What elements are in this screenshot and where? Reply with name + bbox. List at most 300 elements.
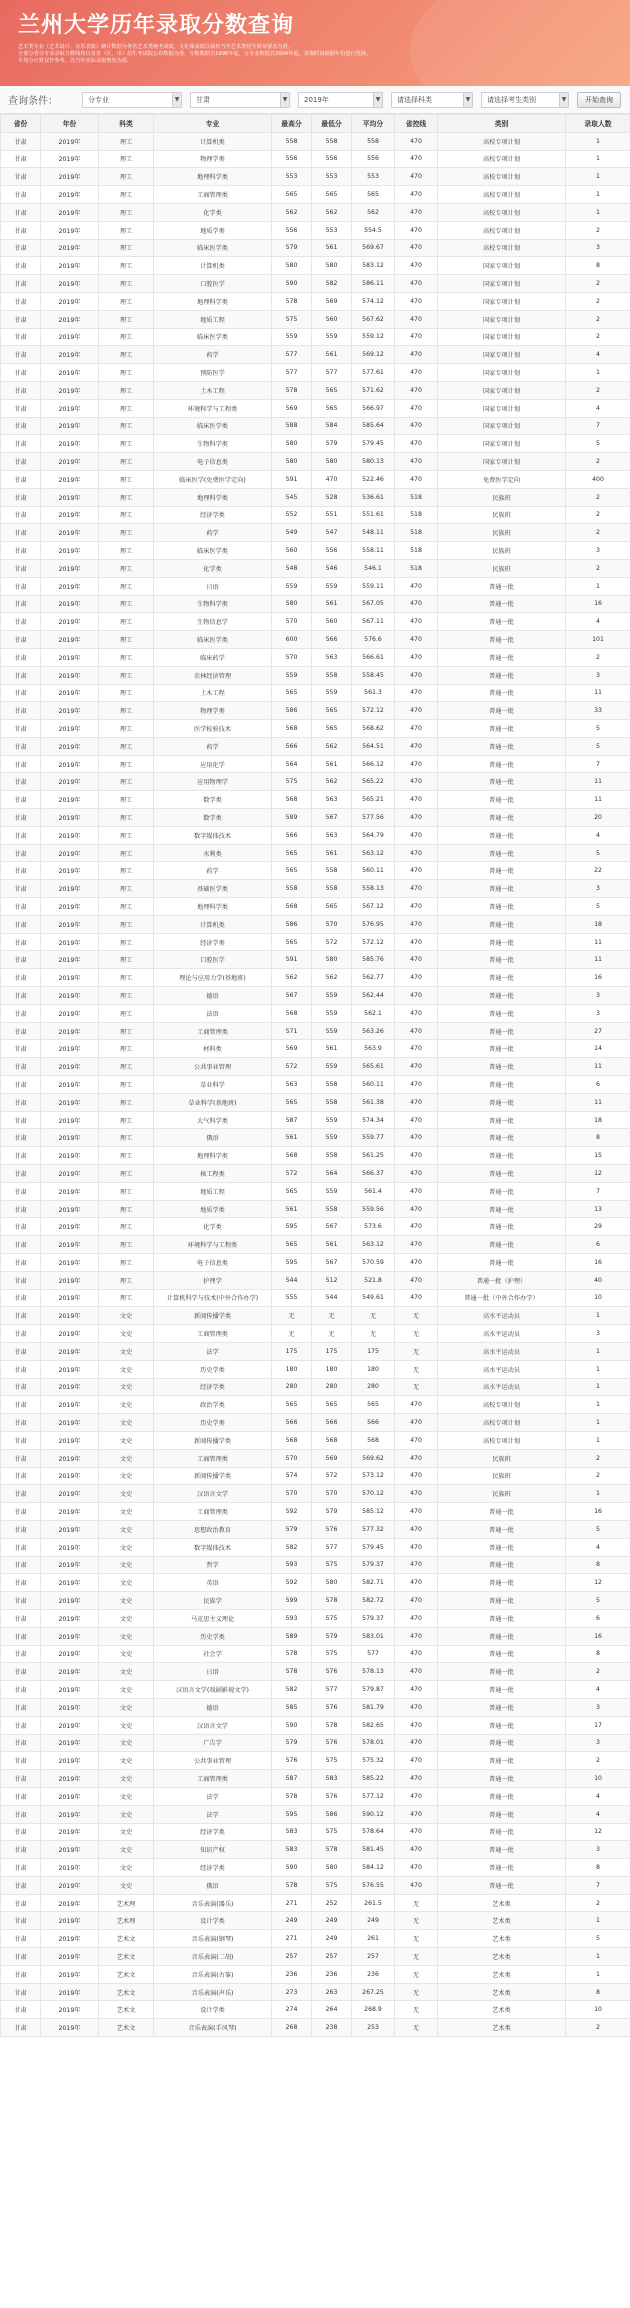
table-row [1, 168, 630, 186]
cell-subject: 理工 [99, 755, 154, 773]
cell-province: 甘肃 [1, 488, 41, 506]
cell-min-score: 584 [312, 417, 352, 435]
cell-subject: 文史 [99, 1627, 154, 1645]
cell-category: 民族班 [438, 1449, 566, 1467]
cell-control-line: 无 [395, 2001, 438, 2019]
cell-province: 甘肃 [1, 631, 41, 649]
cell-min-score: 567 [312, 1254, 352, 1272]
cell-year: 2019年 [41, 1894, 99, 1912]
select-student-type[interactable] [481, 92, 569, 108]
cell-admitted-count: 3 [566, 1004, 630, 1022]
table-row [1, 631, 630, 649]
cell-avg-score: 569.62 [352, 1449, 395, 1467]
cell-admitted-count: 27 [566, 1022, 630, 1040]
cell-category: 普通一批 [438, 898, 566, 916]
table-row [1, 132, 630, 150]
cell-major: 地理科学类 [154, 168, 272, 186]
cell-category: 民族班 [438, 524, 566, 542]
table-row [1, 292, 630, 310]
cell-avg-score: 556 [352, 150, 395, 168]
cell-year: 2019年 [41, 826, 99, 844]
cell-max-score: 580 [272, 257, 312, 275]
cell-province: 甘肃 [1, 1805, 41, 1823]
cell-year: 2019年 [41, 666, 99, 684]
cell-admitted-count: 11 [566, 773, 630, 791]
table-row [1, 1823, 630, 1841]
cell-admitted-count: 11 [566, 791, 630, 809]
cell-year: 2019年 [41, 1254, 99, 1272]
cell-admitted-count: 1 [566, 1414, 630, 1432]
table-body [1, 132, 630, 2036]
cell-admitted-count: 5 [566, 1520, 630, 1538]
cell-max-score: 571 [272, 1022, 312, 1040]
cell-avg-score: 536.61 [352, 488, 395, 506]
cell-max-score: 568 [272, 1147, 312, 1165]
cell-control-line: 470 [395, 1716, 438, 1734]
cell-major: 政治学类 [154, 1396, 272, 1414]
cell-admitted-count: 12 [566, 1574, 630, 1592]
table-row [1, 648, 630, 666]
cell-avg-score: 584.12 [352, 1859, 395, 1877]
cell-category: 普通一批 [438, 1716, 566, 1734]
cell-category: 高校专项计划 [438, 186, 566, 204]
cell-avg-score: 558 [352, 132, 395, 150]
cell-max-score: 580 [272, 435, 312, 453]
cell-control-line: 470 [395, 951, 438, 969]
cell-subject: 理工 [99, 666, 154, 684]
cell-category: 高校专项计划 [438, 1431, 566, 1449]
cell-max-score: 555 [272, 1289, 312, 1307]
cell-province: 甘肃 [1, 969, 41, 987]
cell-control-line: 470 [395, 292, 438, 310]
cell-major: 汉语言文学 [154, 1716, 272, 1734]
cell-avg-score: 257 [352, 1948, 395, 1966]
cell-subject: 文史 [99, 1503, 154, 1521]
cell-admitted-count: 10 [566, 1770, 630, 1788]
cell-year: 2019年 [41, 1520, 99, 1538]
cell-avg-score: 261 [352, 1930, 395, 1948]
table-row [1, 399, 630, 417]
cell-max-score: 587 [272, 1770, 312, 1788]
cell-year: 2019年 [41, 951, 99, 969]
cell-control-line: 470 [395, 862, 438, 880]
cell-major: 音乐表演(钢琴) [154, 1930, 272, 1948]
cell-province: 甘肃 [1, 2001, 41, 2019]
cell-avg-score: 561.38 [352, 1093, 395, 1111]
cell-admitted-count: 3 [566, 542, 630, 560]
cell-category: 普通一批 [438, 1645, 566, 1663]
cell-major: 英语 [154, 1574, 272, 1592]
cell-avg-score: 581.79 [352, 1698, 395, 1716]
cell-category: 民族班 [438, 488, 566, 506]
table-row [1, 1876, 630, 1894]
cell-province: 甘肃 [1, 310, 41, 328]
cell-province: 甘肃 [1, 203, 41, 221]
cell-province: 甘肃 [1, 1467, 41, 1485]
cell-max-score: 552 [272, 506, 312, 524]
cell-avg-score: 574.34 [352, 1111, 395, 1129]
cell-subject: 理工 [99, 969, 154, 987]
cell-min-score: 263 [312, 1983, 352, 2001]
cell-min-score: 249 [312, 1930, 352, 1948]
cell-major: 电子信息类 [154, 453, 272, 471]
cell-avg-score: 571.62 [352, 381, 395, 399]
cell-control-line: 518 [395, 542, 438, 560]
cell-year: 2019年 [41, 898, 99, 916]
cell-control-line: 470 [395, 168, 438, 186]
cell-major: 药学 [154, 862, 272, 880]
cell-max-score: 592 [272, 1574, 312, 1592]
cell-major: 护理学 [154, 1271, 272, 1289]
cell-max-score: 578 [272, 1663, 312, 1681]
table-row [1, 1698, 630, 1716]
cell-min-score: 583 [312, 1770, 352, 1788]
cell-subject: 文史 [99, 1734, 154, 1752]
cell-subject: 艺术文 [99, 2019, 154, 2037]
cell-year: 2019年 [41, 1876, 99, 1894]
cell-control-line: 470 [395, 221, 438, 239]
cell-category: 普通一批 [438, 987, 566, 1005]
select-province-value: 甘肃 [196, 95, 210, 104]
table-row [1, 933, 630, 951]
cell-year: 2019年 [41, 364, 99, 382]
cell-max-score: 593 [272, 1556, 312, 1574]
cell-subject: 文史 [99, 1342, 154, 1360]
cell-control-line: 470 [395, 275, 438, 293]
cell-subject: 理工 [99, 773, 154, 791]
cell-max-score: 257 [272, 1948, 312, 1966]
cell-category: 普通一批 [438, 720, 566, 738]
cell-min-score: 558 [312, 1076, 352, 1094]
select-subject[interactable] [391, 92, 473, 108]
cell-province: 甘肃 [1, 221, 41, 239]
table-row [1, 1200, 630, 1218]
cell-subject: 理工 [99, 150, 154, 168]
cell-category: 普通一批 [438, 1592, 566, 1610]
cell-subject: 文史 [99, 1823, 154, 1841]
cell-min-score: 238 [312, 2019, 352, 2037]
cell-avg-score: 261.5 [352, 1894, 395, 1912]
cell-min-score: 577 [312, 1681, 352, 1699]
cell-control-line: 470 [395, 346, 438, 364]
cell-category: 民族班 [438, 506, 566, 524]
cell-category: 国家专项计划 [438, 381, 566, 399]
cell-year: 2019年 [41, 1040, 99, 1058]
cell-category: 普通一批 [438, 1627, 566, 1645]
intro-line-2: 全部分省分专业录取分数线均以各省（区、市）招生考试院公布数据为准，分数数据自1996年起，分专业数据自2004年起，查询时请根据年份进行选择。 [18, 51, 372, 58]
cell-min-score: 561 [312, 844, 352, 862]
cell-max-score: 545 [272, 488, 312, 506]
cell-min-score: 563 [312, 791, 352, 809]
cell-year: 2019年 [41, 1716, 99, 1734]
cell-admitted-count: 1 [566, 364, 630, 382]
table-row [1, 239, 630, 257]
cell-min-score: 257 [312, 1948, 352, 1966]
cell-subject: 理工 [99, 844, 154, 862]
cell-max-score: 595 [272, 1805, 312, 1823]
cell-province: 甘肃 [1, 880, 41, 898]
cell-major: 日语 [154, 1663, 272, 1681]
cell-min-score: 553 [312, 168, 352, 186]
cell-avg-score: 562.1 [352, 1004, 395, 1022]
cell-max-score: 585 [272, 1698, 312, 1716]
cell-control-line: 470 [395, 969, 438, 987]
cell-max-score: 565 [272, 186, 312, 204]
cell-category: 艺术类 [438, 1948, 566, 1966]
cell-control-line: 470 [395, 1663, 438, 1681]
cell-subject: 文史 [99, 1325, 154, 1343]
cell-min-score: 560 [312, 613, 352, 631]
cell-admitted-count: 2 [566, 328, 630, 346]
cell-major: 音乐表演(声乐) [154, 1983, 272, 2001]
cell-subject: 文史 [99, 1859, 154, 1877]
cell-min-score: 547 [312, 524, 352, 542]
cell-avg-score: 521.8 [352, 1271, 395, 1289]
cell-category: 高校专项计划 [438, 132, 566, 150]
cell-major: 材料类 [154, 1040, 272, 1058]
cell-control-line: 无 [395, 1983, 438, 2001]
table-row [1, 1503, 630, 1521]
table-row [1, 1770, 630, 1788]
cell-control-line: 470 [395, 1022, 438, 1040]
cell-control-line: 470 [395, 1058, 438, 1076]
cell-admitted-count: 2 [566, 1752, 630, 1770]
cell-province: 甘肃 [1, 826, 41, 844]
cell-avg-score: 573.12 [352, 1467, 395, 1485]
cell-min-score: 579 [312, 1627, 352, 1645]
cell-avg-score: 553 [352, 168, 395, 186]
cell-major: 生物信息学 [154, 613, 272, 631]
cell-avg-score: 565.22 [352, 773, 395, 791]
cell-admitted-count: 4 [566, 1805, 630, 1823]
cell-min-score: 563 [312, 648, 352, 666]
cell-subject: 文史 [99, 1520, 154, 1538]
cell-subject: 文史 [99, 1770, 154, 1788]
table-row [1, 1930, 630, 1948]
cell-category: 普通一批 [438, 577, 566, 595]
cell-max-score: 563 [272, 1076, 312, 1094]
cell-admitted-count: 13 [566, 1200, 630, 1218]
cell-province: 甘肃 [1, 1271, 41, 1289]
cell-max-score: 582 [272, 1681, 312, 1699]
cell-province: 甘肃 [1, 933, 41, 951]
cell-province: 甘肃 [1, 1787, 41, 1805]
cell-year: 2019年 [41, 1022, 99, 1040]
cell-admitted-count: 2 [566, 648, 630, 666]
cell-max-score: 561 [272, 1129, 312, 1147]
cell-province: 甘肃 [1, 862, 41, 880]
cell-year: 2019年 [41, 737, 99, 755]
table-row [1, 1645, 630, 1663]
cell-control-line: 470 [395, 1787, 438, 1805]
table-row [1, 2001, 630, 2019]
cell-min-score: 558 [312, 880, 352, 898]
cell-category: 普通一批 [438, 915, 566, 933]
cell-avg-score: 558.13 [352, 880, 395, 898]
cell-max-score: 562 [272, 969, 312, 987]
chevron-down-icon: ▼ [373, 93, 382, 107]
cell-admitted-count: 4 [566, 1681, 630, 1699]
cell-category: 普通一批 [438, 1805, 566, 1823]
cell-year: 2019年 [41, 346, 99, 364]
cell-year: 2019年 [41, 1770, 99, 1788]
cell-category: 普通一批（中外合作办学） [438, 1289, 566, 1307]
table-row [1, 1752, 630, 1770]
cell-category: 民族班 [438, 1485, 566, 1503]
cell-subject: 理工 [99, 1004, 154, 1022]
cell-control-line: 470 [395, 186, 438, 204]
cell-admitted-count: 1 [566, 203, 630, 221]
cell-admitted-count: 1 [566, 168, 630, 186]
cell-control-line: 无 [395, 1912, 438, 1930]
select-query-type-value: 分专业 [88, 95, 109, 104]
cell-max-score: 271 [272, 1894, 312, 1912]
column-header-major: 专业 [154, 115, 272, 133]
cell-avg-score: 567.05 [352, 595, 395, 613]
cell-admitted-count: 16 [566, 969, 630, 987]
cell-subject: 理工 [99, 613, 154, 631]
cell-province: 甘肃 [1, 1022, 41, 1040]
cell-admitted-count: 2 [566, 381, 630, 399]
cell-major: 工商管理类 [154, 1503, 272, 1521]
cell-subject: 理工 [99, 292, 154, 310]
cell-max-score: 274 [272, 2001, 312, 2019]
cell-subject: 理工 [99, 435, 154, 453]
cell-subject: 文史 [99, 1609, 154, 1627]
cell-province: 甘肃 [1, 2019, 41, 2037]
cell-major: 药学 [154, 524, 272, 542]
cell-min-score: 575 [312, 1556, 352, 1574]
cell-province: 甘肃 [1, 1360, 41, 1378]
cell-control-line: 470 [395, 453, 438, 471]
cell-year: 2019年 [41, 880, 99, 898]
cell-avg-score: 563.12 [352, 1236, 395, 1254]
cell-avg-score: 565 [352, 1396, 395, 1414]
cell-admitted-count: 1 [566, 1912, 630, 1930]
cell-category: 普通一批 [438, 951, 566, 969]
cell-major: 土木工程 [154, 381, 272, 399]
cell-major: 计算机类 [154, 132, 272, 150]
cell-major: 工商管理类 [154, 186, 272, 204]
cell-province: 甘肃 [1, 737, 41, 755]
cell-category: 普通一批 [438, 1022, 566, 1040]
cell-avg-score: 579.37 [352, 1556, 395, 1574]
cell-avg-score: 253 [352, 2019, 395, 2037]
cell-major: 知识产权 [154, 1841, 272, 1859]
cell-admitted-count: 18 [566, 915, 630, 933]
cell-admitted-count: 400 [566, 470, 630, 488]
cell-admitted-count: 4 [566, 826, 630, 844]
table-row [1, 595, 630, 613]
cell-subject: 理工 [99, 524, 154, 542]
cell-category: 普通一批 [438, 826, 566, 844]
table-row [1, 1165, 630, 1183]
table-row [1, 844, 630, 862]
cell-subject: 理工 [99, 203, 154, 221]
cell-category: 国家专项计划 [438, 257, 566, 275]
cell-major: 核工程类 [154, 1165, 272, 1183]
cell-avg-score: 249 [352, 1912, 395, 1930]
cell-subject: 理工 [99, 310, 154, 328]
table-row [1, 737, 630, 755]
cell-min-score: 175 [312, 1342, 352, 1360]
cell-subject: 理工 [99, 1111, 154, 1129]
cell-category: 艺术类 [438, 1930, 566, 1948]
cell-category: 普通一批 [438, 613, 566, 631]
cell-avg-score: 583.12 [352, 257, 395, 275]
cell-max-score: 569 [272, 1040, 312, 1058]
select-province[interactable] [190, 92, 290, 108]
cell-admitted-count: 6 [566, 1609, 630, 1627]
cell-admitted-count: 2 [566, 1467, 630, 1485]
cell-major: 音乐表演(器乐) [154, 1894, 272, 1912]
cell-subject: 理工 [99, 470, 154, 488]
cell-avg-score: 577 [352, 1645, 395, 1663]
cell-avg-score: 579.45 [352, 1538, 395, 1556]
cell-avg-score: 583.01 [352, 1627, 395, 1645]
cell-category: 普通一批 [438, 1004, 566, 1022]
select-query-type[interactable] [82, 92, 182, 108]
cell-max-score: 589 [272, 809, 312, 827]
cell-min-score: 565 [312, 702, 352, 720]
cell-year: 2019年 [41, 1983, 99, 2001]
cell-category: 普通一批 [438, 969, 566, 987]
cell-subject: 理工 [99, 417, 154, 435]
cell-major: 化学类 [154, 203, 272, 221]
cell-admitted-count: 11 [566, 1093, 630, 1111]
table-row [1, 310, 630, 328]
cell-category: 高校专项计划 [438, 150, 566, 168]
cell-max-score: 565 [272, 1093, 312, 1111]
cell-year: 2019年 [41, 1165, 99, 1183]
select-year[interactable] [298, 92, 383, 108]
cell-avg-score: 560.11 [352, 1076, 395, 1094]
cell-control-line: 470 [395, 1592, 438, 1610]
cell-subject: 理工 [99, 933, 154, 951]
cell-control-line: 无 [395, 1948, 438, 1966]
cell-max-score: 589 [272, 1627, 312, 1645]
cell-major: 民族学 [154, 1592, 272, 1610]
search-button[interactable]: 开始查询 [577, 92, 621, 108]
cell-control-line: 470 [395, 720, 438, 738]
cell-major: 音乐表演(手风琴) [154, 2019, 272, 2037]
cell-admitted-count: 4 [566, 1538, 630, 1556]
cell-category: 普通一批 [438, 1218, 566, 1236]
cell-min-score: 558 [312, 1200, 352, 1218]
cell-control-line: 470 [395, 1538, 438, 1556]
cell-max-score: 567 [272, 987, 312, 1005]
cell-admitted-count: 10 [566, 2001, 630, 2019]
cell-control-line: 470 [395, 1805, 438, 1823]
cell-avg-score: 522.46 [352, 470, 395, 488]
cell-subject: 理工 [99, 488, 154, 506]
cell-year: 2019年 [41, 1556, 99, 1574]
cell-subject: 理工 [99, 631, 154, 649]
cell-min-score: 565 [312, 381, 352, 399]
cell-admitted-count: 2 [566, 559, 630, 577]
column-header-control-line: 省控线 [395, 115, 438, 133]
cell-year: 2019年 [41, 435, 99, 453]
cell-subject: 理工 [99, 1076, 154, 1094]
cell-category: 艺术类 [438, 2001, 566, 2019]
table-row [1, 720, 630, 738]
cell-year: 2019年 [41, 524, 99, 542]
cell-year: 2019年 [41, 453, 99, 471]
cell-major: 德语 [154, 1698, 272, 1716]
cell-min-score: 544 [312, 1289, 352, 1307]
cell-max-score: 565 [272, 1182, 312, 1200]
cell-major: 经济学类 [154, 1378, 272, 1396]
